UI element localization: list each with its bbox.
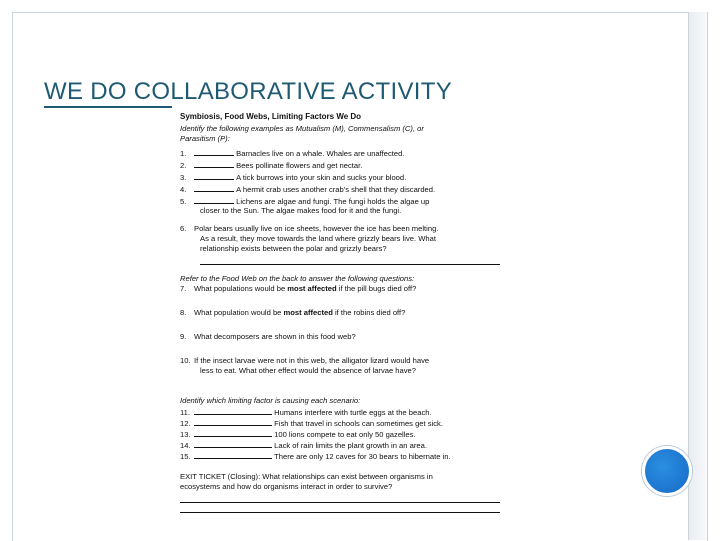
question-number: 15. bbox=[180, 452, 191, 461]
question-number: 13. bbox=[180, 430, 191, 439]
question-number: 8. bbox=[180, 308, 187, 317]
question-13 bbox=[180, 429, 504, 440]
exit-ticket: EXIT TICKET (Closing): What relationships can exist between organisms in bbox=[180, 472, 433, 481]
question-3 bbox=[180, 172, 504, 183]
question-number: 3. bbox=[180, 173, 187, 182]
worksheet bbox=[172, 106, 508, 540]
question-emphasis: most affected bbox=[287, 284, 337, 293]
worksheet-heading: Symbiosis, Food Webs, Limiting Factors We Do bbox=[180, 112, 362, 121]
question-15 bbox=[180, 451, 504, 462]
question-6-line-3: relationship exists between the polar and grizzly bears? bbox=[200, 244, 387, 253]
answer-blank[interactable] bbox=[194, 407, 272, 415]
question-2 bbox=[180, 160, 504, 171]
worksheet-instruction-2: Refer to the Food Web on the back to answer the following questions: bbox=[180, 274, 415, 283]
question-text: Lichens are algae and fungi. The fungi holds the algae up bbox=[236, 197, 430, 206]
question-text: A hermit crab uses another crab's shell that they discarded. bbox=[236, 185, 436, 194]
slide-accent-circle bbox=[642, 446, 692, 496]
question-number: 11. bbox=[180, 408, 190, 417]
question-number: 5. bbox=[180, 197, 187, 206]
exit-ticket-continued: ecosystems and how do organisms interact in order to survive? bbox=[180, 482, 393, 491]
worksheet-instruction-3: Identify which limiting factor is causing each scenario: bbox=[180, 396, 361, 405]
question-text: Barnacles live on a whale. Whales are unaffected. bbox=[236, 149, 405, 158]
question-text: A tick burrows into your skin and sucks your blood. bbox=[236, 173, 407, 182]
answer-blank[interactable] bbox=[194, 184, 234, 192]
worksheet-instruction-1b: Parasitism (P): bbox=[180, 134, 230, 143]
question-number: 14. bbox=[180, 441, 191, 450]
question-emphasis: most affected bbox=[283, 308, 333, 317]
answer-blank[interactable] bbox=[194, 160, 234, 168]
question-1 bbox=[180, 148, 504, 159]
question-text: 100 lions compete to eat only 50 gazelles. bbox=[274, 430, 416, 439]
question-4 bbox=[180, 184, 504, 195]
answer-line[interactable] bbox=[180, 502, 500, 503]
question-number: 9. bbox=[180, 332, 187, 341]
question-number: 12. bbox=[180, 419, 191, 428]
question-11 bbox=[180, 407, 504, 418]
question-7 bbox=[180, 284, 504, 294]
answer-blank[interactable] bbox=[194, 172, 234, 180]
question-text: Polar bears usually live on ice sheets, however the ice has been melting. bbox=[194, 224, 439, 233]
question-number: 2. bbox=[180, 161, 187, 170]
answer-blank[interactable] bbox=[194, 148, 234, 156]
question-14 bbox=[180, 440, 504, 451]
answer-blank[interactable] bbox=[194, 440, 272, 448]
question-number: 10. bbox=[180, 356, 191, 365]
question-text: Humans interfere with turtle eggs at the beach. bbox=[274, 408, 432, 417]
question-number: 4. bbox=[180, 185, 187, 194]
question-text: Fish that travel in schools can sometimes get sick. bbox=[274, 419, 443, 428]
question-text: Bees pollinate flowers and get nectar. bbox=[236, 161, 363, 170]
question-9 bbox=[180, 332, 504, 342]
slide-title-text: WE DO COLLABORATIVE ACTIVITY bbox=[44, 78, 453, 105]
answer-blank[interactable] bbox=[194, 429, 272, 437]
question-12 bbox=[180, 418, 504, 429]
question-5 bbox=[180, 196, 504, 207]
question-number: 1. bbox=[180, 149, 187, 158]
question-text: What populations would be bbox=[194, 284, 288, 293]
question-10-continued: less to eat. What other effect would the absence of larvae have? bbox=[200, 366, 416, 375]
question-text: Lack of rain limits the plant growth in an area. bbox=[274, 441, 427, 450]
question-text: There are only 12 caves for 30 bears to hibernate in. bbox=[274, 452, 451, 461]
slide-side-rail bbox=[688, 12, 707, 540]
worksheet-instruction-1: Identify the following examples as Mutualism (M), Commensalism (C), or bbox=[180, 124, 424, 133]
question-6 bbox=[180, 224, 504, 234]
answer-blank[interactable] bbox=[194, 418, 272, 426]
question-text: What decomposers are shown in this food web? bbox=[194, 332, 356, 341]
answer-line[interactable] bbox=[200, 264, 500, 265]
answer-line[interactable] bbox=[180, 512, 500, 513]
question-10 bbox=[180, 356, 504, 366]
question-8 bbox=[180, 308, 504, 318]
question-5-continued: closer to the Sun. The algae makes food for it and the fungi. bbox=[200, 206, 402, 215]
question-text: if the robins died off? bbox=[332, 308, 406, 317]
question-number: 7. bbox=[180, 284, 187, 293]
answer-blank[interactable] bbox=[194, 451, 272, 459]
question-text: If the insect larvae were not in this web, the alligator lizard would have bbox=[194, 356, 430, 365]
question-text: if the pill bugs died off? bbox=[336, 284, 417, 293]
answer-blank[interactable] bbox=[194, 196, 234, 204]
question-number: 6. bbox=[180, 224, 187, 233]
question-6-line-2: As a result, they move towards the land where grizzly bears live. What bbox=[200, 234, 436, 243]
slide-title bbox=[44, 78, 452, 106]
question-text: What population would be bbox=[194, 308, 284, 317]
